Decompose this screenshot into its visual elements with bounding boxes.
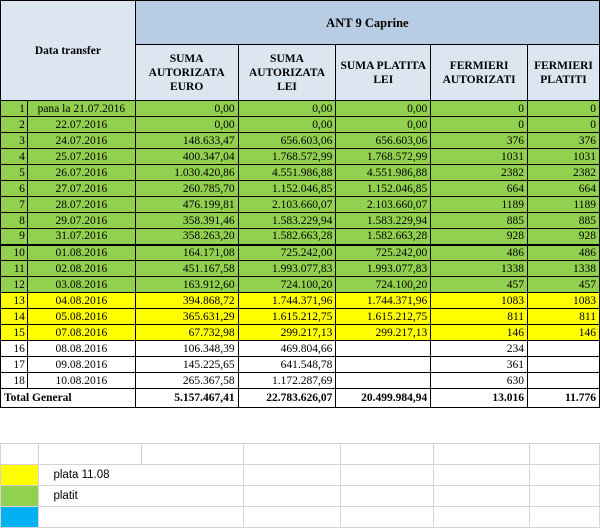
suma-autorizata-lei: 469.804,66 [238, 341, 336, 357]
fermieri-platiti: 928 [528, 229, 600, 245]
suma-platita-lei: 0,00 [336, 101, 431, 117]
suma-autorizata-lei: 725.242,00 [238, 245, 336, 261]
total-lei: 22.783.626,07 [238, 389, 336, 408]
suma-autorizata-euro: 451.167,58 [135, 261, 238, 277]
suma-autorizata-lei: 0,00 [238, 101, 336, 117]
fermieri-platiti: 2382 [528, 165, 600, 181]
fermieri-platiti: 376 [528, 133, 600, 149]
row-date: 27.07.2016 [27, 181, 135, 197]
suma-platita-lei: 1.582.663,28 [336, 229, 431, 245]
table-row [1, 309, 600, 325]
legend-swatch [1, 465, 39, 486]
row-date: 01.08.2016 [27, 245, 135, 261]
suma-autorizata-euro: 476.199,81 [135, 197, 238, 213]
fermieri-autorizati: 234 [431, 341, 528, 357]
suma-platita-lei: 1.583.229,94 [336, 213, 431, 229]
legend [0, 443, 600, 528]
table-row [1, 117, 600, 133]
total-euro: 5.157.467,41 [135, 389, 238, 408]
table-row [1, 293, 600, 309]
suma-autorizata-lei: 1.172.287,69 [238, 373, 336, 389]
fermieri-platiti: 1338 [528, 261, 600, 277]
row-date: 10.08.2016 [27, 373, 135, 389]
legend-item [1, 465, 600, 486]
header-suma-autorizata-euro: SUMA AUTORIZATA EURO [135, 45, 238, 101]
fermieri-platiti: 457 [528, 277, 600, 293]
fermieri-platiti: 0 [528, 117, 600, 133]
suma-autorizata-euro: 0,00 [135, 117, 238, 133]
fermieri-autorizati: 0 [431, 101, 528, 117]
fermieri-autorizati: 1083 [431, 293, 528, 309]
suma-platita-lei [336, 341, 431, 357]
table-row [1, 341, 600, 357]
table-row [1, 325, 600, 341]
suma-autorizata-euro: 145.225,65 [135, 357, 238, 373]
suma-platita-lei: 0,00 [336, 117, 431, 133]
fermieri-autorizati: 486 [431, 245, 528, 261]
table-row [1, 277, 600, 293]
suma-platita-lei: 1.993.077,83 [336, 261, 431, 277]
fermieri-platiti: 1031 [528, 149, 600, 165]
row-date: 02.08.2016 [27, 261, 135, 277]
fermieri-autorizati: 146 [431, 325, 528, 341]
suma-autorizata-euro: 260.785,70 [135, 181, 238, 197]
total-label: Total General [1, 389, 136, 408]
row-index: 4 [1, 149, 28, 165]
row-date: pana la 21.07.2016 [27, 101, 135, 117]
suma-autorizata-euro: 394.868,72 [135, 293, 238, 309]
suma-autorizata-euro: 0,00 [135, 101, 238, 117]
fermieri-autorizati: 1189 [431, 197, 528, 213]
suma-autorizata-lei: 2.103.660,07 [238, 197, 336, 213]
row-date: 25.07.2016 [27, 149, 135, 165]
suma-autorizata-euro: 265.367,58 [135, 373, 238, 389]
fermieri-autorizati: 376 [431, 133, 528, 149]
suma-autorizata-euro: 164.171,08 [135, 245, 238, 261]
suma-platita-lei [336, 357, 431, 373]
fermieri-autorizati: 630 [431, 373, 528, 389]
suma-platita-lei: 299.217,13 [336, 325, 431, 341]
table-row [1, 133, 600, 149]
legend-swatch [1, 486, 39, 507]
table-row [1, 245, 600, 261]
suma-autorizata-euro: 148.633,47 [135, 133, 238, 149]
suma-platita-lei: 1.152.046,85 [336, 181, 431, 197]
row-date: 07.08.2016 [27, 325, 135, 341]
legend-label: plata 11.08 [39, 465, 244, 486]
row-date: 05.08.2016 [27, 309, 135, 325]
legend-swatch [1, 507, 39, 528]
legend-label [39, 507, 244, 528]
suma-autorizata-lei: 1.744.371,96 [238, 293, 336, 309]
row-index: 18 [1, 373, 28, 389]
row-index: 8 [1, 213, 28, 229]
fermieri-platiti: 1083 [528, 293, 600, 309]
suma-autorizata-lei: 0,00 [238, 117, 336, 133]
row-index: 6 [1, 181, 28, 197]
suma-autorizata-lei: 4.551.986,88 [238, 165, 336, 181]
fermieri-autorizati: 457 [431, 277, 528, 293]
fermieri-autorizati: 928 [431, 229, 528, 245]
table-row [1, 261, 600, 277]
table-row [1, 165, 600, 181]
row-date: 03.08.2016 [27, 277, 135, 293]
row-index: 15 [1, 325, 28, 341]
legend-label: platit [39, 486, 244, 507]
total-platiti: 11.776 [528, 389, 600, 408]
suma-autorizata-euro: 106.348,39 [135, 341, 238, 357]
fermieri-platiti: 146 [528, 325, 600, 341]
row-index: 14 [1, 309, 28, 325]
table-row [1, 373, 600, 389]
row-index: 12 [1, 277, 28, 293]
suma-platita-lei: 724.100,20 [336, 277, 431, 293]
fermieri-autorizati: 885 [431, 213, 528, 229]
fermieri-platiti: 486 [528, 245, 600, 261]
row-date: 08.08.2016 [27, 341, 135, 357]
row-date: 22.07.2016 [27, 117, 135, 133]
row-date: 26.07.2016 [27, 165, 135, 181]
header-data-transfer: Data transfer [1, 1, 136, 101]
legend-item [1, 507, 600, 528]
suma-platita-lei: 4.551.986,88 [336, 165, 431, 181]
row-date: 29.07.2016 [27, 213, 135, 229]
total-platita: 20.499.984,94 [336, 389, 431, 408]
legend-item [1, 486, 600, 507]
suma-autorizata-euro: 400.347,04 [135, 149, 238, 165]
row-index: 17 [1, 357, 28, 373]
suma-autorizata-euro: 365.631,29 [135, 309, 238, 325]
fermieri-autorizati: 1338 [431, 261, 528, 277]
fermieri-autorizati: 0 [431, 117, 528, 133]
suma-autorizata-euro: 1.030.420,86 [135, 165, 238, 181]
suma-autorizata-lei: 1.152.046,85 [238, 181, 336, 197]
total-row [1, 389, 600, 408]
fermieri-autorizati: 1031 [431, 149, 528, 165]
fermieri-platiti: 885 [528, 213, 600, 229]
fermieri-platiti [528, 341, 600, 357]
suma-autorizata-lei: 1.615.212,75 [238, 309, 336, 325]
table-row [1, 181, 600, 197]
row-index: 1 [1, 101, 28, 117]
suma-platita-lei: 656.603,06 [336, 133, 431, 149]
fermieri-autorizati: 664 [431, 181, 528, 197]
row-date: 24.07.2016 [27, 133, 135, 149]
header-fermieri-autorizati: FERMIERI AUTORIZATI [431, 45, 528, 101]
row-index: 13 [1, 293, 28, 309]
suma-autorizata-lei: 724.100,20 [238, 277, 336, 293]
row-date: 04.08.2016 [27, 293, 135, 309]
suma-autorizata-lei: 299.217,13 [238, 325, 336, 341]
fermieri-platiti [528, 373, 600, 389]
table-row [1, 149, 600, 165]
table-row [1, 229, 600, 245]
suma-autorizata-euro: 358.391,46 [135, 213, 238, 229]
header-title: ANT 9 Caprine [135, 1, 599, 45]
suma-platita-lei: 2.103.660,07 [336, 197, 431, 213]
fermieri-platiti: 664 [528, 181, 600, 197]
suma-autorizata-euro: 163.912,60 [135, 277, 238, 293]
suma-autorizata-lei: 1.993.077,83 [238, 261, 336, 277]
row-index: 10 [1, 245, 28, 261]
table-row [1, 101, 600, 117]
table-row [1, 197, 600, 213]
row-date: 28.07.2016 [27, 197, 135, 213]
row-index: 2 [1, 117, 28, 133]
fermieri-autorizati: 361 [431, 357, 528, 373]
table-row [1, 357, 600, 373]
fermieri-autorizati: 2382 [431, 165, 528, 181]
header-suma-autorizata-lei: SUMA AUTORIZATA LEI [238, 45, 336, 101]
fermieri-autorizati: 811 [431, 309, 528, 325]
suma-autorizata-lei: 1.582.663,28 [238, 229, 336, 245]
suma-platita-lei: 1.744.371,96 [336, 293, 431, 309]
row-index: 9 [1, 229, 28, 245]
row-index: 5 [1, 165, 28, 181]
suma-autorizata-lei: 1.768.572,99 [238, 149, 336, 165]
table-row [1, 213, 600, 229]
suma-platita-lei: 725.242,00 [336, 245, 431, 261]
suma-autorizata-euro: 67.732,98 [135, 325, 238, 341]
fermieri-platiti [528, 357, 600, 373]
row-date: 09.08.2016 [27, 357, 135, 373]
suma-autorizata-euro: 358.263,20 [135, 229, 238, 245]
fermieri-platiti: 0 [528, 101, 600, 117]
header-suma-platita-lei: SUMA PLATITA LEI [336, 45, 431, 101]
suma-platita-lei: 1.768.572,99 [336, 149, 431, 165]
row-index: 16 [1, 341, 28, 357]
total-autorizati: 13.016 [431, 389, 528, 408]
legend-table [0, 443, 600, 528]
suma-autorizata-lei: 1.583.229,94 [238, 213, 336, 229]
row-index: 7 [1, 197, 28, 213]
row-index: 3 [1, 133, 28, 149]
row-date: 31.07.2016 [27, 229, 135, 245]
suma-autorizata-lei: 656.603,06 [238, 133, 336, 149]
suma-platita-lei [336, 373, 431, 389]
fermieri-platiti: 811 [528, 309, 600, 325]
suma-platita-lei: 1.615.212,75 [336, 309, 431, 325]
suma-autorizata-lei: 641.548,78 [238, 357, 336, 373]
fermieri-platiti: 1189 [528, 197, 600, 213]
row-index: 11 [1, 261, 28, 277]
header-fermieri-platiti: FERMIERI PLATITI [528, 45, 600, 101]
